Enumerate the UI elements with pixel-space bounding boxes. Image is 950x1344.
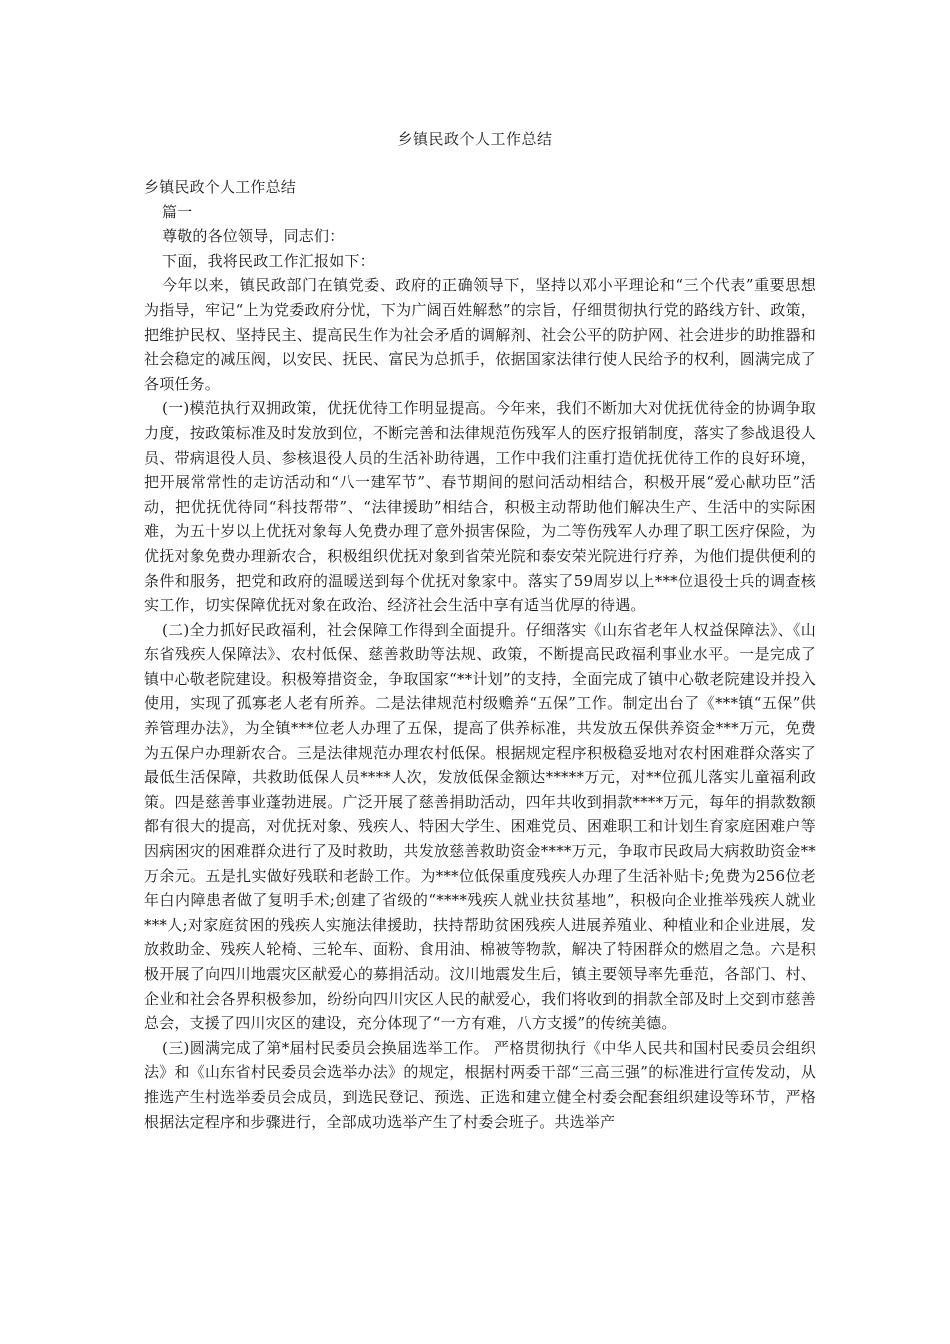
intro-line: 下面，我将民政工作汇报如下：	[162, 251, 375, 270]
salutation: 尊敬的各位领导，同志们：	[162, 227, 345, 246]
paragraph-section-3: (三)圆满完成了第*届村民委员会换届选举工作。 严格贯彻执行《中华人民共和国村民委员会组织法》和《山东省村民委员会选举办法》的规定，根据村两委干部“三高三强”的标准进行宣传发动，从推选产生村选举委员会成员，到选民登记、预选、正选和建立健全村委会配套组织建设等环节，严格根据法定程序和步骤进行，全部成功选举产生了村委会班子。共选举产	[144, 1038, 816, 1131]
paragraph-overview: 今年以来，镇民政部门在镇党委、政府的正确领导下，坚持以邓小平理论和“三个代表”重要思想为指导，牢记“上为党委政府分忧，下为广阔百姓解愁”的宗旨，仔细贯彻执行党的路线方针、政策，把维护民权、坚持民主、提高民生作为社会矛盾的调解剂、社会公平的防护网、社会进步的助推器和社会稳定的减压阀，以安民、抚民、富民为总抓手，依据国家法律行使人民给予的权利，圆满完成了各项任务。	[144, 276, 816, 393]
section-label: 篇一	[162, 202, 193, 221]
document-title: 乡镇民政个人工作总结	[397, 130, 553, 148]
paragraph-section-1: (一)模范执行双拥政策，优抚优待工作明显提高。今年来，我们不断加大对优抚优待金的协调争取力度，按政策标准及时发放到位，不断完善和法律规范伤残军人的医疗报销制度，落实了参战退役人员、带病退役人员、参核退役人员的生活补助待遇，工作中我们注重打造优抚优待工作的良好环境，把开展常常性的走访活动和“八一建军节”、春节期间的慰问活动相结合，积极开展“爱心献功臣”活动，把优抚优待同“科技帮带”、“法律援助”相结合，积极主动帮助他们解决生产、生活中的实际困难，为五十岁以上优抚对象每人免费办理了意外损害保险，为二等伤残军人办理了职工医疗保险，为优抚对象免费办理新农合，积极组织优抚对象到省荣光院和泰安荣光院进行疗养，为他们提供便利的条件和服务，把党和政府的温暖送到每个优抚对象家中。落实了59周岁以上***位退役士兵的调查核实工作，切实保障优抚对象在政治、经济社会生活中享有适当优厚的待遇。	[144, 399, 816, 615]
document-subtitle: 乡镇民政个人工作总结	[144, 178, 297, 196]
paragraph-section-2: (二)全力抓好民政福利，社会保障工作得到全面提升。仔细落实《山东省老年人权益保障法》、《山东省残疾人保障法》、农村低保、慈善救助等法规、政策，不断提高民政福利事业水平。一是完成了镇中心敬老院建设。积极筹措资金，争取国家“**计划”的支持，全面完成了镇中心敬老院建设并投入使用，实现了孤寡老人老有所养。二是法律规范村级赡养“五保”工作。制定出台了《***镇“五保”供养管理办法》，为全镇***位老人办理了五保，提高了供养标准，共发放五保供养资金***万元，免费为五保户办理新农合。三是法律规范办理农村低保。根据规定程序积极稳妥地对农村困难群众落实了最低生活保障，共救助低保人员****人次，发放低保金额达*****万元，对**位孤儿落实儿童福利政策。四是慈善事业蓬勃进展。广泛开展了慈善捐助活动，四年共收到捐款****万元，每年的捐款数额都有很大的提高，对优抚对象、残疾人、特困大学生、困难党员、困难职工和计划生育家庭困难户等因病困灾的困难群众进行了及时救助，共发放慈善救助资金****万元，争取市民政局大病救助资金**万余元。五是扎实做好残联和老龄工作。为***位低保重度残疾人办理了生活补贴卡;免费为256位老年白内障患者做了复明手术;创建了省级的“****残疾人就业扶贫基地”，积极向企业推举残疾人就业***人;对家庭贫困的残疾人实施法律援助，扶持帮助贫困残疾人进展养殖业、种植业和企业进展，发放救助金、残疾人轮椅、三轮车、面粉、食用油、棉被等物款，解决了特困群众的燃眉之急。六是积极开展了向四川地震灾区献爱心的募捐活动。汶川地震发生后，镇主要领导率先垂范，各部门、村、企业和社会各界积极参加，纷纷向四川灾区人民的献爱心，我们将收到的捐款全部及时上交到市慈善总会，支援了四川灾区的建设，充分体现了“一方有难，八方支援”的传统美德。	[144, 620, 816, 1033]
document-body	[144, 175, 816, 1134]
